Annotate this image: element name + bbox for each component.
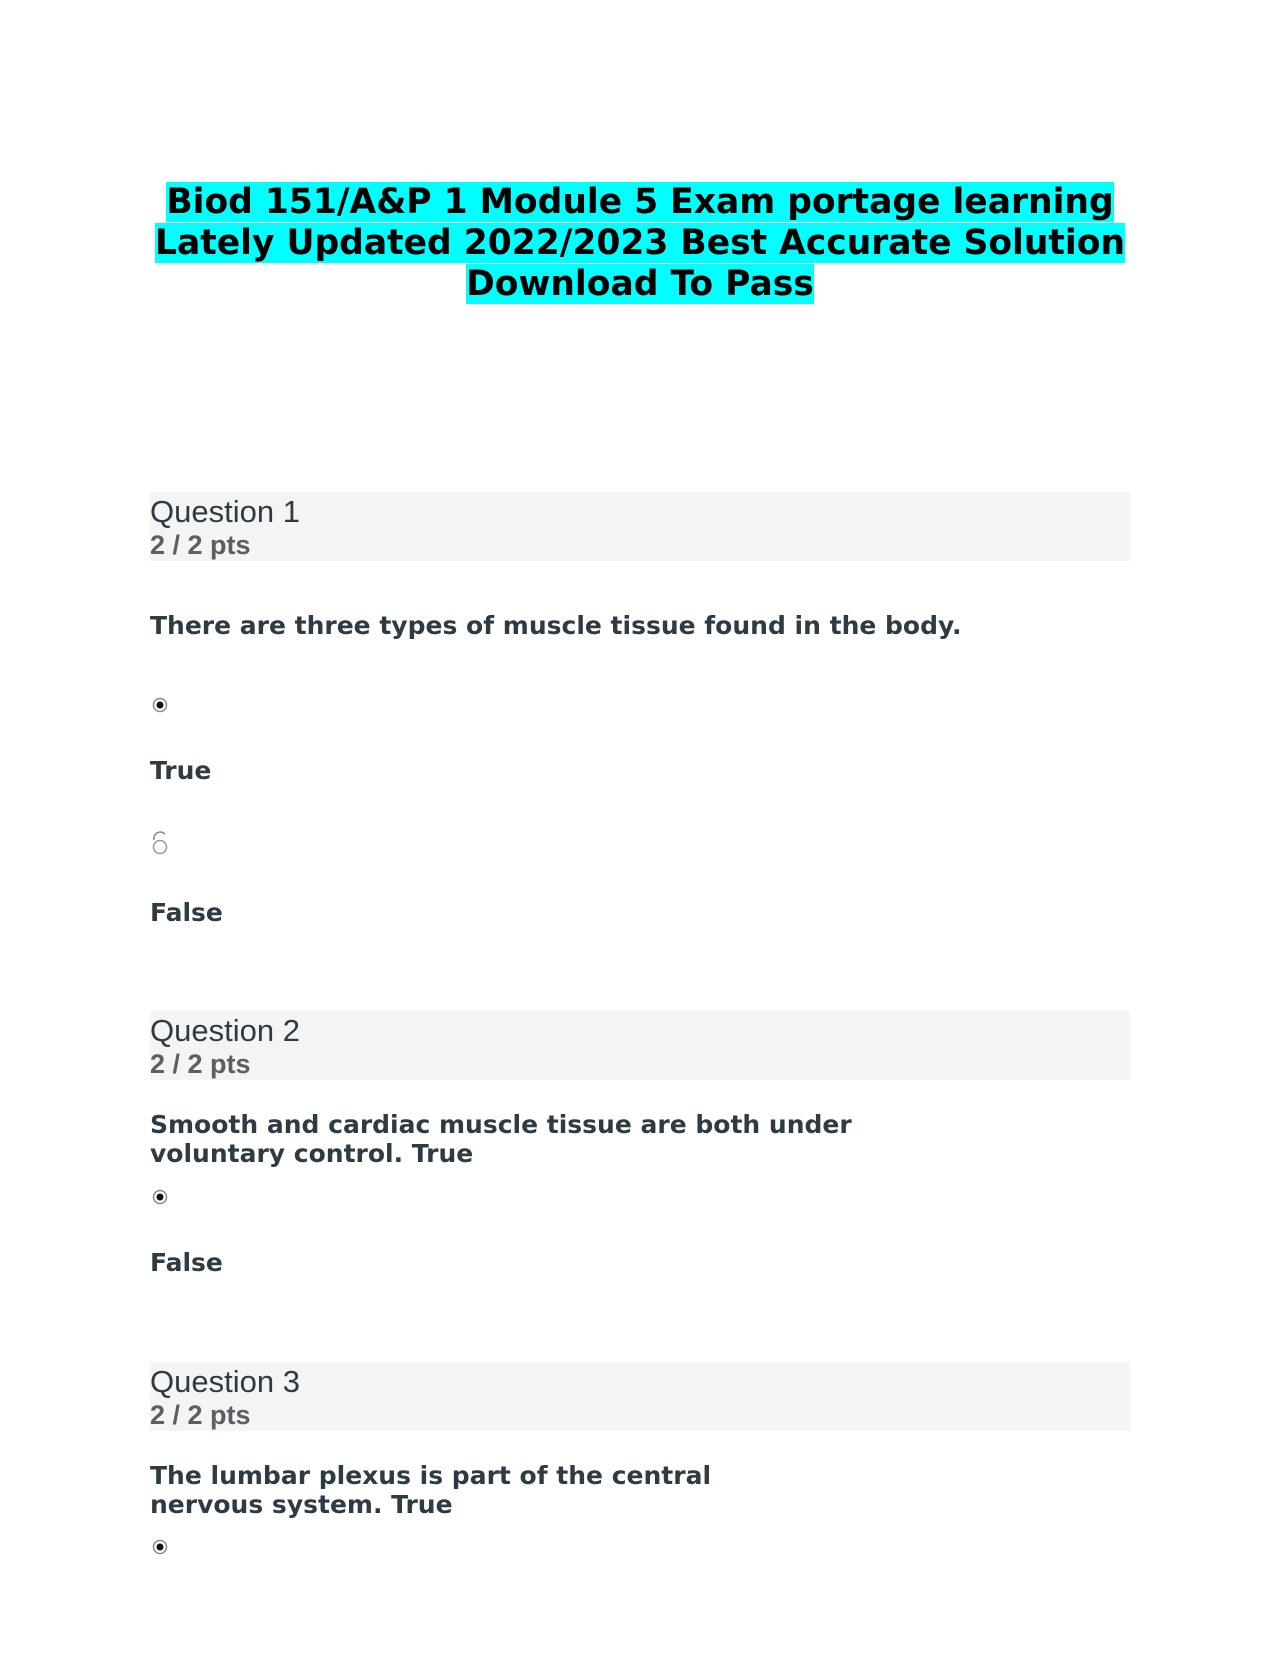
question-1-points: 2 / 2 pts: [150, 530, 251, 560]
question-3-title: Question 3: [150, 1364, 300, 1399]
question-1-option-true-label: True: [150, 756, 212, 785]
question-1-option-false-label: False: [150, 898, 223, 927]
title-line-1: Biod 151/A&P 1 Module 5 Exam portage learning: [166, 182, 1114, 222]
document-title: [60, 182, 1220, 305]
question-2-title: Question 2: [150, 1013, 300, 1048]
question-1-option-true-radio-selected-icon[interactable]: [152, 697, 168, 713]
title-line-2: Lately Updated 2022/2023 Best Accurate Solution: [154, 223, 1126, 263]
question-1-prompt: There are three types of muscle tissue found in the body.: [150, 611, 962, 640]
question-3-prompt: The lumbar plexus is part of the central nervous system. True: [150, 1461, 712, 1519]
question-1-header: [150, 492, 1130, 561]
question-2-points: 2 / 2 pts: [150, 1049, 251, 1079]
title-line-3: Download To Pass: [466, 264, 814, 304]
question-3-points: 2 / 2 pts: [150, 1400, 251, 1430]
question-2-prompt: Smooth and cardiac muscle tissue are both under voluntary control. True: [150, 1110, 852, 1168]
question-1-title: Question 1: [150, 494, 300, 529]
question-3-header: [150, 1362, 1130, 1431]
question-3-option-radio-selected-icon[interactable]: [152, 1539, 168, 1555]
question-2-header: [150, 1011, 1130, 1080]
question-2-option-false-label: False: [150, 1248, 223, 1277]
question-1-option-false-radio-icon[interactable]: [152, 830, 168, 856]
question-2-option-radio-selected-icon[interactable]: [152, 1189, 168, 1205]
